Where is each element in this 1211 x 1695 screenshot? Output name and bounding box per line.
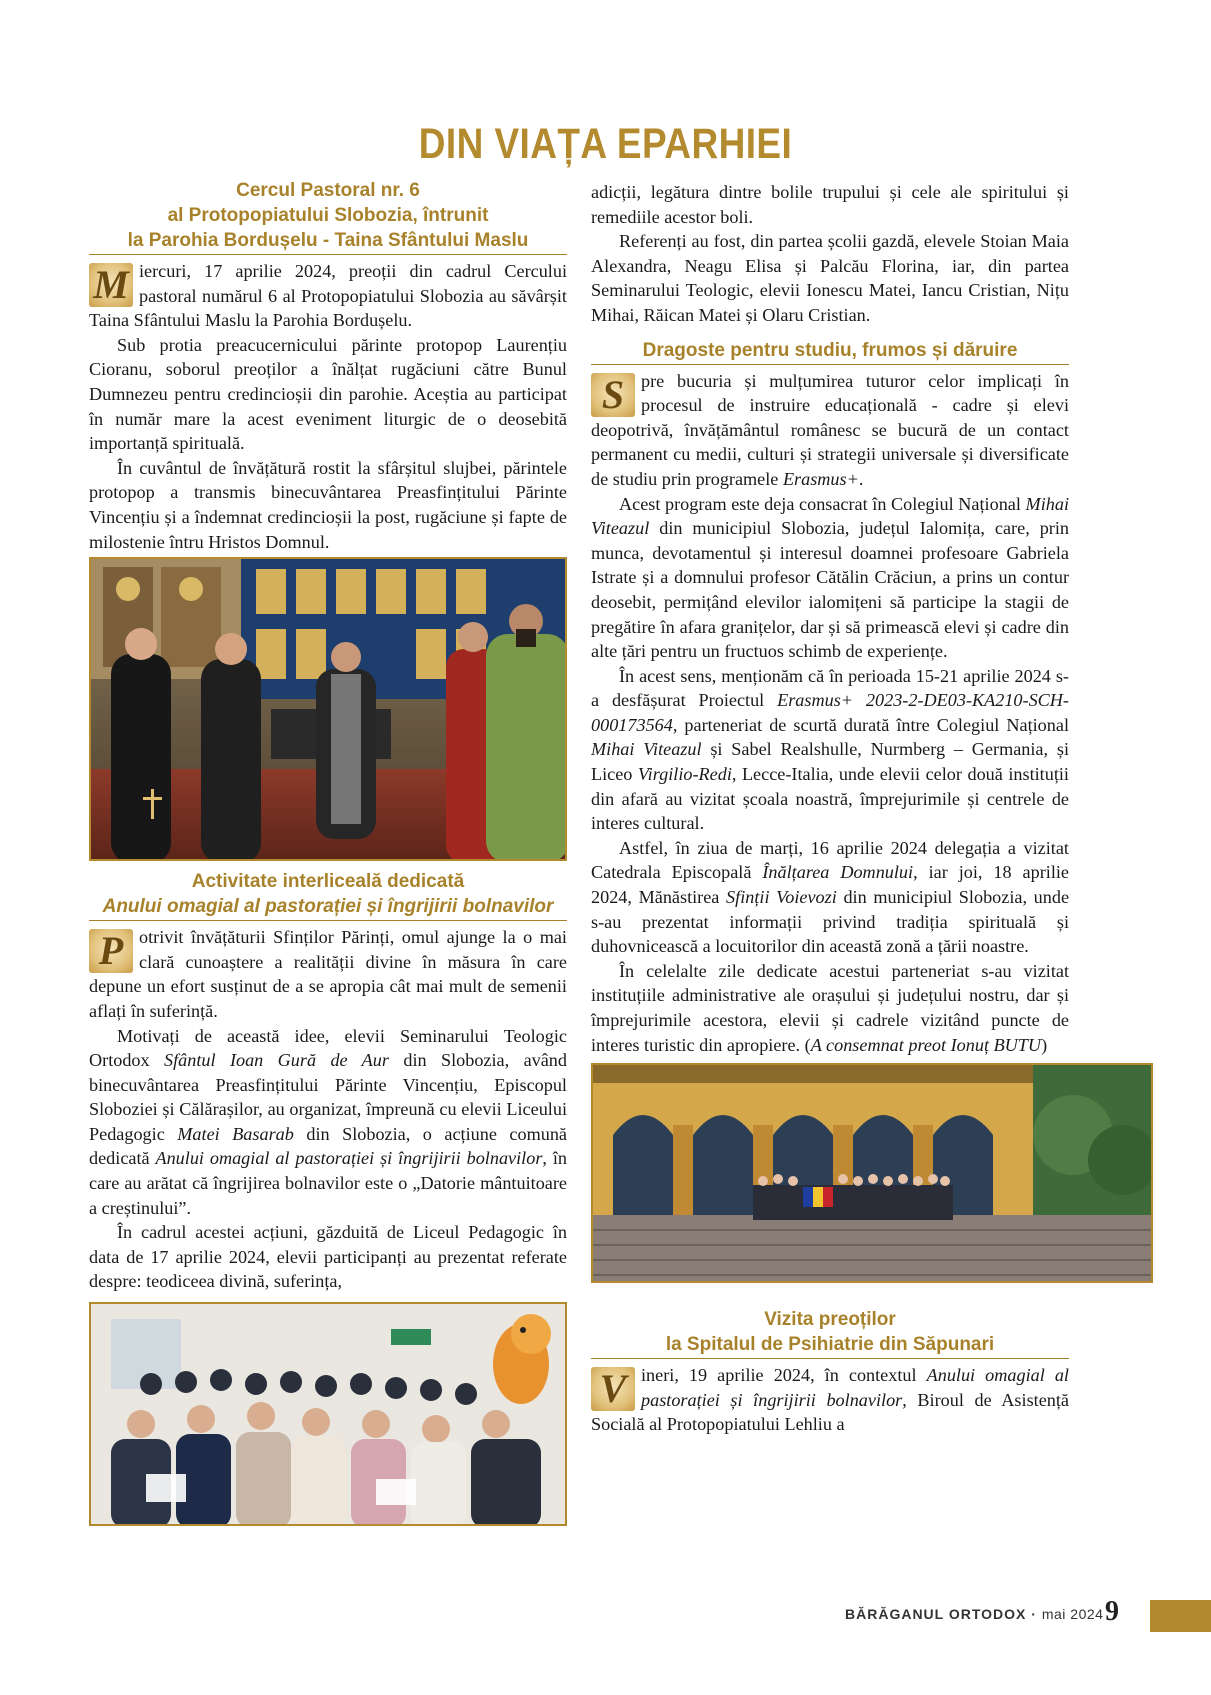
left-column: [89, 178, 567, 1526]
cathedral-group-photo: [591, 1063, 1153, 1283]
students-illustration: [91, 1304, 567, 1526]
church-service-illustration: [91, 559, 567, 861]
article-heading-interliceala: [89, 869, 567, 921]
paragraph: Referenți au fost, din partea școlii gazdă, elevele Stoian Maia Alexandra, Neagu Elisa și Palcău Florina, iar, din partea Seminarului Teologic, elevii Ionescu Matei, Iancu Cristian, Nițu Mihai, Răican Matei și Olaru Cristian.: [591, 231, 1069, 325]
dropcap-ornament: S: [591, 373, 635, 417]
article-heading-erasmus: [591, 338, 1069, 365]
paragraph: M iercuri, 17 aprilie 2024, preoții din cadrul Cercului pastoral numărul 6 al Protopopiatului Slobozia au săvârșit Taina Sfântului Maslu la Parohia Bordușelu.: [89, 261, 567, 331]
paragraph: În cuvântul de învățătură rostit la sfârșitul slujbei, părintele protopop a transmis binecuvântarea Preasfințitului Părinte Vincențiu și a îndemnat credincioșii la post, rugăciune și fapte de milostenie întru Hristos Domnul.: [89, 457, 567, 552]
page-title: DIN VIAȚA EPARHIEI: [418, 120, 793, 168]
paragraph: Astfel, în ziua de marți, 16 aprilie 2024 delegația a vizitat Catedrala Episcopală Înălțarea Domnului, iar joi, 18 aprilie 2024, Mănăstirea Sfinții Voievozi din municipiul Slobozia, unde s-au prezentat informații privind tradiția spirituală și duhovnicească a locuitorilor din această zonă a țării noastre.: [591, 837, 1070, 957]
paragraph: V ineri, 19 aprilie 2024, în contextul Anului omagial al pastorației și îngrijirii bolnavilor, Biroul de Asistență Socială al Protopopiatului Lehliu a: [591, 1365, 1069, 1435]
heading-line: al Protopopiatului Slobozia, întrunit: [167, 205, 489, 226]
page-number: 9: [1105, 1596, 1119, 1627]
footer-accent-bar: [1150, 1600, 1211, 1632]
publication-name: BĂRĂGANUL ORTODOX: [845, 1606, 1027, 1622]
church-service-photo: [89, 557, 567, 861]
paragraph: adicții, legătura dintre bolile trupului și cele ale spiritului și remediile acestor boli.: [591, 182, 1069, 227]
article-heading-cerc: [89, 178, 567, 255]
paragraph: Motivați de această idee, elevii Seminarului Teologic Ortodox Sfântul Ioan Gură de Aur din Slobozia, având binecuvântarea Preasfințitului Părinte Vincențiu, Episcopul Sloboziei și Călărașilor, au organizat, împreună cu elevii Liceului Pedagogic Matei Basarab din Slobozia, o acțiune comună dedicată Anului omagial al pastorației și îngrijirii bolnavilor, în care au arătat că îngrijirea bolnavilor este o „Datorie mântuitoare a creștinului”.: [89, 1025, 567, 1218]
dropcap-ornament: P: [89, 929, 133, 973]
heading-line: Vizita preoților: [764, 1309, 896, 1331]
dropcap-ornament: V: [591, 1367, 635, 1411]
paragraph: Sub protia preacucernicului părinte protopop Laurențiu Cioranu, soborul preoților a înălțat rugăciuni către Bunul Dumnezeu pentru credincioșii din parohie. Aceștia au participat în număr mare la acest eveniment liturgic de o deosebită importanță spirituală.: [89, 334, 567, 454]
paragraph: În cadrul acestei acțiuni, găzduită de Liceul Pedagogic în data de 17 aprilie 2024, elevii participanți au prezentat referate despre: teodiceea divină, suferința,: [89, 1222, 567, 1292]
heading-line: la Parohia Bordușelu - Taina Sfântului Maslu: [127, 230, 529, 251]
publication-month: mai 2024: [1041, 1606, 1104, 1622]
heading-line: Dragoste pentru studiu, frumos și dăruire: [642, 339, 1018, 361]
heading-line: la Spitalul de Psihiatrie din Săpunari: [665, 1334, 995, 1356]
cathedral-illustration: [593, 1065, 1153, 1283]
article-heading-vizita: [591, 1307, 1069, 1359]
right-column: [591, 180, 1069, 1437]
paragraph: În acest sens, menționăm că în perioada 15-21 aprilie 2024 s-a desfășurat Proiectul Erasmus+ 2023-2-DE03-KA210-SCH-000173564, parteneriat de scurtă durată între Colegiul Național Mihai Viteazul și Sabel Realshulle, Nurmberg – Germania, și Liceo Virgilio-Redi, Lecce-Italia, unde elevii celor două instituții din afară au vizitat școala noastră, împrejurimile și centrele de interes cultural.: [591, 665, 1069, 834]
heading-line: Anului omagial al pastorației și îngrijirii bolnavilor: [102, 896, 554, 918]
paragraph: În celelalte zile dedicate acestui parteneriat s-au vizitat instituțiile administrative ale orașului și județului nostru, dar și împrejurimile acestora, elevii și cadrele vizitând puncte de interes turistic din apropiere. (A consemnat preot Ionuț BUTU): [591, 960, 1069, 1055]
footer-publication: BĂRĂGANUL ORTODOX · mai 2024: [845, 1606, 1104, 1622]
heading-line: Cercul Pastoral nr. 6: [236, 180, 420, 201]
paragraph: P otrivit învățăturii Sfinților Părinți, omul ajunge la o mai clară cunoaștere a realității divine în măsura în care depune un efort susținut de a se apropia cât mai mult de semenii aflați în suferință.: [89, 927, 567, 1021]
heading-line: Activitate interliceală dedicată: [191, 871, 465, 893]
paragraph: Acest program este deja consacrat în Colegiul Național Mihai Viteazul din municipiul Slobozia, județul Ialomița, care, prin munca, devotamentul și interesul doamnei profesoare Gabriela Istrate și a domnului profesor Cătălin Crăciun, a prins un contur deosebit, permițând elevilor ialomițeni să participe la stagii de pregătire în afara granițelor, dar și să primească elevi și cadre din alte țări pentru un fructuos schimb de experiențe.: [591, 493, 1069, 662]
paragraph: S pre bucuria și mulțumirea tuturor celor implicați în procesul de instruire educațională - cadre și elevi deopotrivă, învățământul românesc se bucură de un contact permanent cu medii, culturi și strategii universale și diversificate de studiu prin programele Erasmus+.: [591, 370, 1069, 489]
students-auditorium-photo: [89, 1302, 567, 1526]
dropcap-ornament: M: [89, 263, 133, 307]
